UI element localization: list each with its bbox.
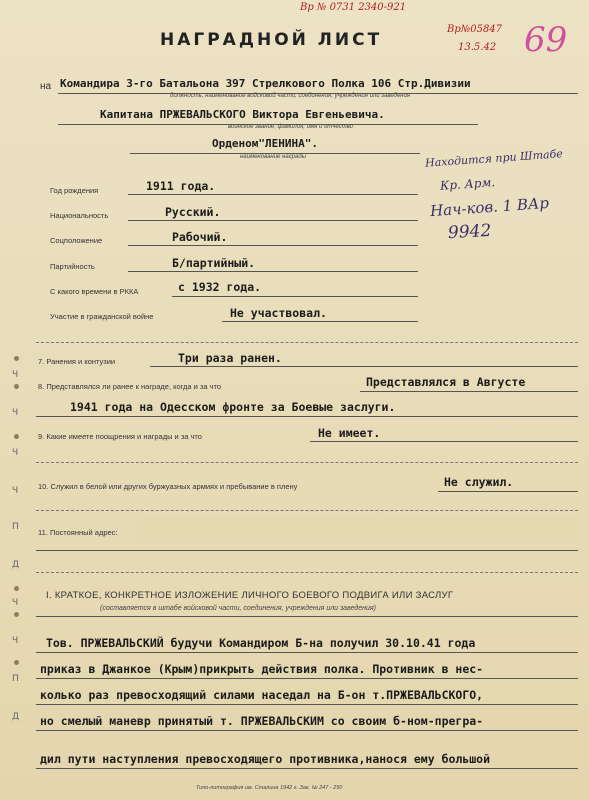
award-value: Орденом"ЛЕНИНА". [212, 137, 318, 150]
field-underline [128, 271, 418, 272]
field-label: Участие в гражданской войне [50, 312, 154, 321]
separator [36, 572, 578, 573]
punch-hole [14, 434, 19, 439]
q7-label: 7. Ранения и контузии [38, 357, 116, 366]
field-value: Рабочий. [172, 230, 228, 244]
punch-hole [14, 384, 19, 389]
margin-letter: Ч [12, 448, 19, 458]
q9-value: Не имеет. [318, 426, 381, 440]
redaction-patch [138, 516, 578, 542]
margin-letter: П [12, 522, 19, 532]
handwritten-note-line3: Нач-ков. 1 ВАр [429, 193, 550, 221]
field-underline [128, 245, 418, 246]
q10-underline [438, 491, 578, 492]
margin-letter: Ч [12, 370, 19, 380]
field-underline [222, 321, 418, 322]
field-value: 1911 года. [146, 179, 216, 193]
punch-hole [14, 586, 19, 591]
handwritten-note-line4: 9942 [447, 220, 492, 244]
q8-label: 8. Представлялся ли ранее к награде, когда и за что [38, 382, 222, 391]
narrative-underline [36, 704, 578, 705]
narrative-underline [36, 768, 578, 769]
field-label: С какого времени в РККА [50, 287, 139, 296]
margin-letter: Ч [12, 486, 19, 496]
narrative-line: но смелый маневр принятый т. ПРЖЕВАЛЬСКИМ со своим б-ном-прегра- [40, 714, 484, 728]
archive-stamp-right1: Вр№05847 [447, 24, 503, 35]
award-caption: наименование награды [240, 154, 307, 160]
page-number: 69 [524, 20, 568, 60]
q8-value-1: Представлялся в Августе [366, 375, 526, 389]
narrative-line: колько раз превосходящий силами наседал на Б-он т.ПРЖЕВАЛЬСКОГО, [40, 688, 484, 702]
q9-underline [310, 441, 578, 442]
margin-letter: Д [12, 560, 20, 570]
margin-letter: Ч [12, 636, 19, 646]
handwritten-note-line2: Кр. Арм. [439, 175, 496, 193]
field-label: Соцположение [50, 236, 103, 245]
section-heading: I. КРАТКОЕ, КОНКРЕТНОЕ ИЗЛОЖЕНИЕ ЛИЧНОГО БОЕВОГО ПОДВИГА ИЛИ ЗАСЛУГ [46, 590, 454, 601]
field-label: Год рождения [50, 186, 99, 195]
na-label: на [40, 81, 52, 92]
archive-stamp-top: Вр № 0731 2340-921 [300, 2, 407, 13]
punch-hole [14, 612, 19, 617]
print-note: Типо-литография им. Сталина 1942 г. Зак. № 247 - 250 [196, 785, 343, 791]
name-caption: воинское звание, фамилия, имя и отчество [228, 124, 354, 130]
q11-underline [36, 550, 578, 551]
narrative-line: приказ в Джанкое (Крым)прикрыть действия полка. Противник в нес- [40, 662, 484, 676]
narrative-line: Тов. ПРЖЕВАЛЬСКИЙ будучи Командиром Б-на получил 30.10.41 года [46, 636, 476, 650]
q11-label: 11. Постоянный адрес: [38, 528, 118, 537]
q7-value: Три раза ранен. [178, 351, 282, 365]
handwritten-note-line1: Находится при Штабе [424, 147, 564, 170]
narrative-underline [36, 652, 578, 653]
field-underline [128, 194, 418, 195]
field-underline [128, 220, 418, 221]
field-value: Б/партийный. [172, 256, 256, 270]
margin-letter: Ч [12, 598, 19, 608]
q7-underline [150, 366, 578, 367]
q10-value: Не служил. [444, 475, 514, 489]
margin-letter: П [12, 674, 19, 684]
margin-letter: Д [12, 712, 20, 722]
section-subheading: (составляется в штабе войсковой части, соединения, учреждения или заведения) [100, 605, 376, 612]
q8-value-2: 1941 года на Одесском фронте за Боевые заслуги. [70, 400, 396, 414]
name-value: Капитана ПРЖЕВАЛЬСКОГО Виктора Евгеньевича. [100, 108, 385, 121]
field-value: с 1932 года. [178, 280, 262, 294]
page-title: НАГРАДНОЙ ЛИСТ [160, 30, 383, 50]
narrative-underline [36, 678, 578, 679]
margin-letter: Ч [12, 408, 19, 418]
q10-label: 10. Служил в белой или других буржуазных армиях и пребывание в плену [38, 482, 298, 491]
punch-hole [14, 660, 19, 665]
archive-stamp-right2: 13.5.42 [458, 42, 497, 53]
q8-underline-1 [360, 391, 578, 392]
punch-hole [14, 356, 19, 361]
field-value: Не участвовал. [230, 306, 327, 320]
separator [36, 342, 578, 343]
field-value: Русский. [165, 205, 221, 219]
section-underline [36, 616, 578, 617]
field-label: Национальность [50, 211, 109, 220]
narrative-line: дил пути наступления превосходящего противника,нанося ему большой [40, 752, 491, 766]
q9-label: 9. Какие имеете поощрения и награды и за что [38, 432, 202, 441]
field-label: Партийность [50, 262, 95, 271]
separator [36, 462, 578, 463]
position-value: Командира 3-го Батальона 397 Стрелкового Полка 106 Стр.Дивизии [60, 77, 471, 90]
separator [36, 510, 578, 511]
q8-underline-2 [36, 416, 578, 417]
narrative-underline [36, 730, 578, 731]
field-underline [172, 296, 418, 297]
position-caption: должность, наименование войсковой части, соединения, учреждения или заведения [170, 93, 411, 99]
